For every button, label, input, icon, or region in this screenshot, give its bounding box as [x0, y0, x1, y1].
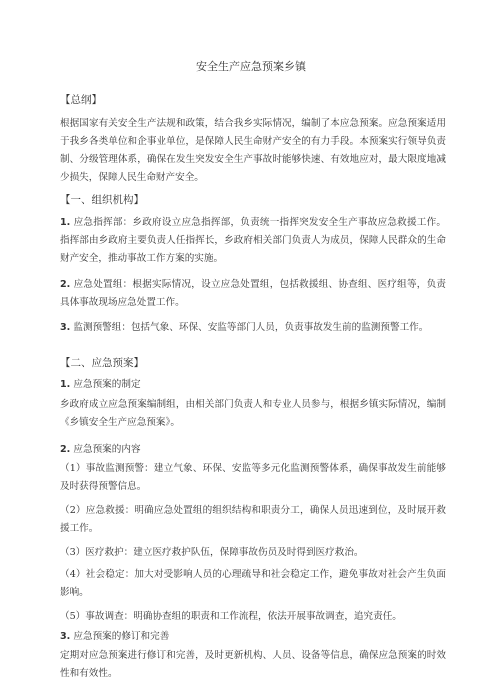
section2-sub2-item-2: （2）应急救援：明确应急处置组的组织结构和职责分工，确保人员迅速到位，及时展开救援工作。 — [60, 505, 446, 534]
section2-heading: 【二、应急预案】 — [60, 357, 144, 369]
section2-sub2-title: 2. 应急预案的内容 — [60, 444, 141, 455]
section1-heading: 【一、组织机构】 — [60, 194, 144, 206]
section2-sub1-text: 乡政府成立应急预案编制组，由相关部门负责人和专业人员参与，根据乡镇实际情况，编制《乡镇安全生产应急预案》。 — [60, 399, 446, 428]
item-text: 应急指挥部：乡政府设立应急指挥部，负责统一指挥突发安全生产事故应急救援工作。指挥部由乡政府主要负责人任指挥长，乡政府相关部门负责人为成员，保障人民群众的生命财产安全，推动事故工作方案的实施。 — [60, 217, 446, 264]
item-text: 监测预警组：包括气象、环保、安监等部门人员，负责事故发生前的监测预警工作。 — [73, 322, 429, 333]
item-number: 1. — [60, 217, 71, 228]
section2-sub2-item-5: （5）事故调查：明确协查组的职责和工作流程，依法开展事故调查，追究责任。 — [60, 611, 402, 622]
section1-item-3 — [60, 319, 446, 337]
section2-sub3-title: 3. 应急预案的修订和完善 — [60, 631, 170, 642]
section1-item-1 — [60, 214, 446, 268]
document-title: 安全生产应急预案乡镇 — [196, 60, 306, 73]
section2-sub2-item-4: （4）社会稳定：加大对受影响人员的心理疏导和社会稳定工作，避免事故对社会产生负面影响。 — [60, 569, 446, 598]
section2-sub2-item-1: （1）事故监测预警：建立气象、环保、安监等多元化监测预警体系，确保事故发生前能够及时获得预警信息。 — [60, 463, 446, 492]
overview-heading: 【总纲】 — [60, 94, 102, 106]
item-number: 2. — [60, 279, 71, 290]
item-text: 应急处置组：根据实际情况，设立应急处置组，包括救援组、协查组、医疗组等，负责具体事故现场应急处置工作。 — [60, 279, 446, 308]
item-number: 3. — [60, 322, 71, 333]
section2-sub3-text: 定期对应急预案进行修订和完善，及时更新机构、人员、设备等信息，确保应急预案的时效性和有效性。 — [60, 650, 446, 679]
section2-sub1-title: 1. 应急预案的制定 — [60, 379, 141, 390]
overview-paragraph: 根据国家有关安全生产法规和政策，结合我乡实际情况，编制了本应急预案。应急预案适用于我乡各类单位和企事业单位，是保障人民生命财产安全的有力手段。本预案实行领导负责制、分级管理体系，确保在发生突发安全生产事故时能够快速、有效地应对，最大限度地减少损失，保障人民生命财产安全。 — [60, 118, 446, 183]
section1-item-2 — [60, 276, 446, 312]
section2-sub2-item-3: （3）医疗救护：建立医疗救护队伍，保障事故伤员及时得到医疗救治。 — [60, 547, 364, 558]
